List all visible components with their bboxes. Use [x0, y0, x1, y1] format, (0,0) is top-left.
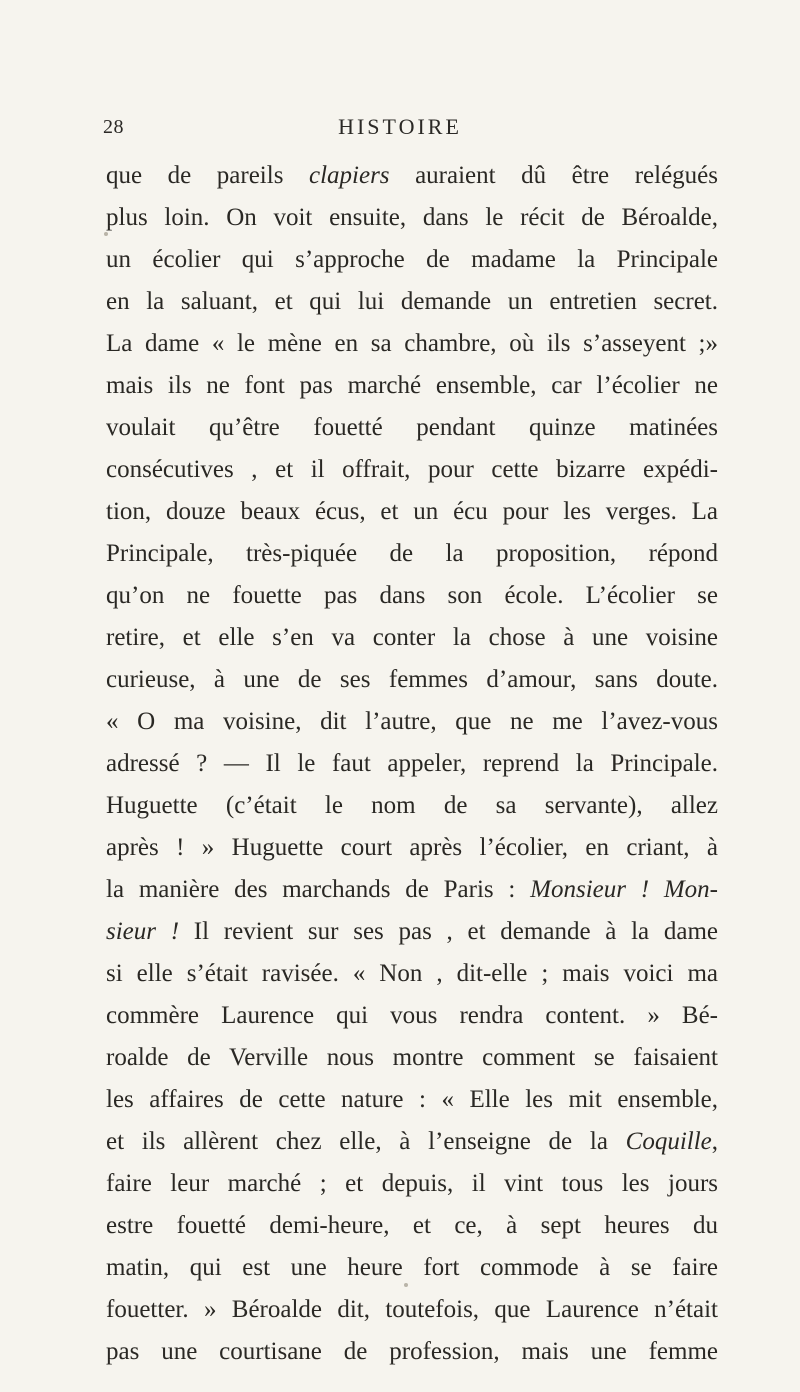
text-run: ,	[711, 1128, 718, 1155]
running-title: HISTOIRE	[338, 114, 462, 139]
text-line	[106, 575, 718, 617]
text-line	[106, 1331, 718, 1373]
text-run: commère Laurence qui vous rendra content. » Bé-	[106, 1002, 718, 1029]
text-run: mais ils ne font pas marché ensemble, car l’écolier ne	[106, 372, 718, 399]
text-line	[106, 953, 718, 995]
text-run: tion, douze beaux écus, et un écu pour les verges. La	[106, 498, 718, 525]
text-run: après ! » Huguette court après l’écolier, en criant, à	[106, 834, 718, 861]
text-run: roalde de Verville nous montre comment se faisaient	[106, 1044, 718, 1071]
text-run: la manière des marchands de Paris :	[106, 876, 531, 903]
text-line	[106, 743, 718, 785]
text-run: curieuse, à une de ses femmes d’amour, sans doute.	[106, 666, 718, 693]
text-run: si elle s’était ravisée. « Non , dit-elle ; mais voici ma	[106, 960, 718, 987]
text-run: « O ma voisine, dit l’autre, que ne me l’avez-vous	[106, 708, 718, 735]
text-run: pas une courtisane de profession, mais une femme	[106, 1338, 718, 1365]
text-line	[106, 1037, 718, 1079]
text-line	[106, 995, 718, 1037]
text-run: fouetter. » Béroalde dit, toutefois, que Laurence n’était	[106, 1296, 718, 1323]
text-line	[106, 827, 718, 869]
paper-speck	[104, 232, 108, 236]
text-line	[106, 911, 718, 953]
text-run: qu’on ne fouette pas dans son école. L’écolier se	[106, 582, 718, 609]
text-line	[106, 239, 718, 281]
paper-speck	[404, 1283, 408, 1287]
text-run: Principale, très-piquée de la proposition, répond	[106, 540, 718, 567]
text-line	[106, 491, 718, 533]
text-run: adressé ? — Il le faut appeler, reprend la Principale.	[106, 750, 718, 777]
text-line	[106, 785, 718, 827]
text-run: retire, et elle s’en va conter la chose à une voisine	[106, 624, 718, 651]
text-run: un écolier qui s’approche de madame la Principale	[106, 246, 718, 273]
text-run: Il revient sur ses pas , et demande à la dame	[179, 918, 718, 945]
page-number: 28	[103, 116, 124, 138]
page-header	[0, 100, 800, 140]
text-run: voulait qu’être fouetté pendant quinze matinées	[106, 414, 718, 441]
italic-run: sieur !	[106, 918, 180, 945]
text-line	[106, 449, 718, 491]
text-run: faire leur marché ; et depuis, il vint tous les jours	[106, 1170, 718, 1197]
text-run: en la saluant, et qui lui demande un entretien secret.	[106, 288, 718, 315]
text-run: plus loin. On voit ensuite, dans le récit de Béroalde,	[106, 204, 718, 231]
text-line	[106, 869, 718, 911]
text-line	[106, 1163, 718, 1205]
text-run: les affaires de cette nature : « Elle les mit ensemble,	[106, 1086, 718, 1113]
text-line	[106, 323, 718, 365]
text-run: et ils allèrent chez elle, à l’enseigne de la	[106, 1128, 626, 1155]
text-run: auraient dû être relégués	[389, 162, 718, 189]
text-line	[106, 197, 718, 239]
italic-run: Monsieur ! Mon-	[530, 876, 718, 903]
text-line	[106, 1121, 718, 1163]
text-line	[106, 701, 718, 743]
text-line	[106, 1079, 718, 1121]
text-line	[106, 365, 718, 407]
text-line	[106, 1289, 718, 1331]
text-line	[106, 1247, 718, 1289]
text-line	[106, 281, 718, 323]
text-line	[106, 659, 718, 701]
text-run: La dame « le mène en sa chambre, où ils s’asseyent ;»	[106, 330, 718, 357]
text-run: estre fouetté demi-heure, et ce, à sept heures du	[106, 1212, 718, 1239]
italic-run: clapiers	[308, 162, 390, 189]
text-run: que de pareils	[106, 162, 309, 189]
italic-run: Coquille	[625, 1128, 712, 1155]
text-line	[106, 407, 718, 449]
text-line	[106, 1205, 718, 1247]
text-line	[106, 533, 718, 575]
text-run: matin, qui est une heure fort commode à se faire	[106, 1254, 718, 1281]
text-line	[106, 155, 718, 197]
text-line	[106, 617, 718, 659]
text-run: consécutives , et il offrait, pour cette bizarre expédi-	[106, 456, 718, 483]
text-run: Huguette (c’était le nom de sa servante), allez	[106, 792, 718, 819]
body-text	[106, 155, 718, 1373]
